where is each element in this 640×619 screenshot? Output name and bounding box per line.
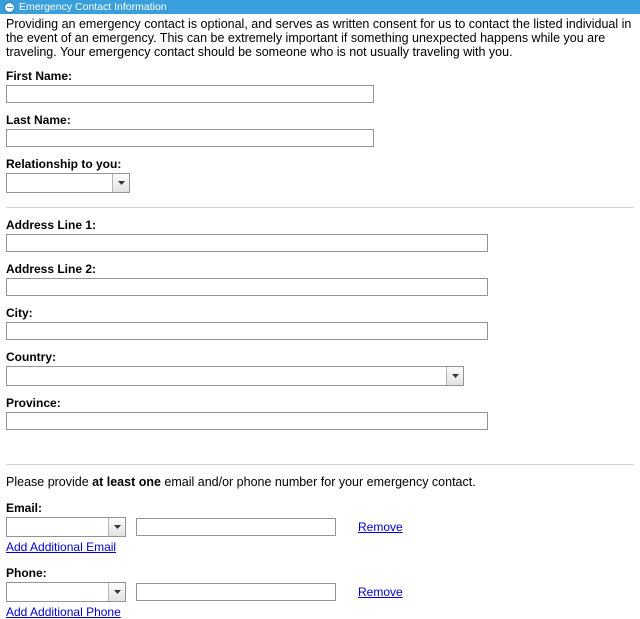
form-content xyxy=(0,14,640,619)
relationship-select[interactable] xyxy=(6,173,130,193)
phone-input[interactable] xyxy=(136,583,336,601)
add-phone-wrap xyxy=(6,605,634,619)
city-field xyxy=(6,306,634,340)
chevron-down-icon[interactable] xyxy=(108,518,125,536)
circle-minus-icon[interactable] xyxy=(4,2,15,13)
phone-label: Phone: xyxy=(6,566,47,580)
province-label: Province: xyxy=(6,396,61,410)
first-name-label: First Name: xyxy=(6,69,73,83)
section-title: Emergency Contact Information xyxy=(19,1,167,13)
country-selected-value xyxy=(7,367,463,385)
last-name-input[interactable] xyxy=(6,129,374,147)
province-input[interactable] xyxy=(6,412,488,430)
add-additional-email-link[interactable]: Add Additional Email xyxy=(6,540,117,554)
contact-requirement-note xyxy=(6,475,634,489)
section-header xyxy=(0,0,640,14)
address1-label: Address Line 1: xyxy=(6,218,97,232)
phone-row xyxy=(6,582,634,602)
last-name-field xyxy=(6,113,634,147)
address2-field xyxy=(6,262,634,296)
note-strong: at least one xyxy=(92,475,161,489)
add-additional-phone-link[interactable]: Add Additional Phone xyxy=(6,605,121,619)
relationship-field xyxy=(6,157,634,193)
note-before: Please provide xyxy=(6,475,93,489)
country-select[interactable] xyxy=(6,366,464,386)
intro-text: Providing an emergency contact is optional, and serves as written consent for us to contact the listed individual in the event of an emergency. This can be extremely important if something unexpected happens while you are traveling. Your emergency contact should be someone who is not usually traveling with you. xyxy=(6,17,632,59)
city-input[interactable] xyxy=(6,322,488,340)
chevron-down-icon[interactable] xyxy=(446,367,463,385)
first-name-field xyxy=(6,69,634,103)
note-after: email and/or phone number for your emergency contact. xyxy=(160,475,476,489)
email-row xyxy=(6,517,634,537)
divider-top xyxy=(6,207,634,208)
address1-input[interactable] xyxy=(6,234,488,252)
phone-type-select[interactable] xyxy=(6,582,126,602)
relationship-selected-value xyxy=(7,174,129,192)
divider-bottom xyxy=(6,464,634,465)
remove-email-link[interactable]: Remove xyxy=(358,520,403,534)
email-label: Email: xyxy=(6,501,43,515)
first-name-input[interactable] xyxy=(6,85,374,103)
relationship-label: Relationship to you: xyxy=(6,157,122,171)
chevron-down-icon[interactable] xyxy=(112,174,129,192)
remove-phone-link[interactable]: Remove xyxy=(358,585,403,599)
chevron-down-icon[interactable] xyxy=(108,583,125,601)
address1-field xyxy=(6,218,634,252)
province-field xyxy=(6,396,634,430)
country-label: Country: xyxy=(6,350,56,364)
email-type-select[interactable] xyxy=(6,517,126,537)
country-field xyxy=(6,350,634,386)
address2-input[interactable] xyxy=(6,278,488,296)
city-label: City: xyxy=(6,306,33,320)
add-email-wrap xyxy=(6,540,634,554)
address2-label: Address Line 2: xyxy=(6,262,97,276)
email-input[interactable] xyxy=(136,518,336,536)
last-name-label: Last Name: xyxy=(6,113,71,127)
